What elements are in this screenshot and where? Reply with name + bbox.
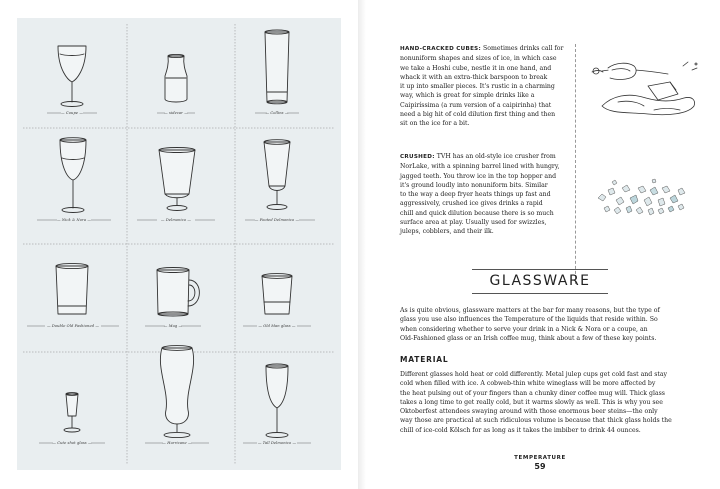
glass-caption: — Coupe —	[60, 111, 84, 115]
glass-caption: — sidecar —	[164, 111, 188, 115]
hand-cracking-ice-illustration	[588, 58, 700, 120]
cute-shot-glass-icon	[64, 393, 80, 432]
crushed-ice-illustration	[592, 176, 692, 220]
glass-caption: — Collins —	[265, 111, 289, 115]
coupe-glass-icon	[58, 46, 86, 107]
glass-caption: — Hurricane —	[162, 441, 192, 445]
hand-cracked-label: HAND-CRACKED CUBES:	[400, 46, 482, 52]
glass-caption: — Mug —	[163, 324, 183, 328]
crushed-ice-paragraph: CRUSHED: TVH has an old-style ice crusher from NorLake, with a spinning barrel lined with hungry, jagged teeth. You throw ice in the top hopper and it's ground loudly into nonuniform bits. Similar to the way a deep fryer heats things up fast and aggressively, crushed ice gives drinks a rapid chill and quick dilution because there is so much surface area at play. Usually used for swizzles, juleps, cobblers, and their ilk.	[400, 153, 560, 236]
mug-icon	[157, 268, 199, 317]
glass-caption: — Delmonico —	[160, 218, 192, 222]
footed-delmonico-glass-icon	[264, 140, 290, 210]
glassware-title-rule-top	[472, 269, 608, 270]
glassware-chart-panel	[17, 18, 341, 470]
delmonico-glass-icon	[159, 148, 195, 211]
tall-delmonico-glass-icon	[266, 364, 288, 438]
running-footer-section: TEMPERATURE	[514, 455, 566, 461]
double-old-fashioned-glass-icon	[56, 263, 88, 314]
glassware-intro-paragraph: As is quite obvious, glassware matters at the bar for many reasons, but the type of glass you use also influences the Temperature of the liquids that reside within. So when considering whether to serve your drink in a Nick & Nora or a coupe, an Old-Fashioned glass or an Irish coffee mug, think about a few of these key points.	[400, 307, 660, 342]
sidecar-glass-icon	[165, 54, 187, 102]
glassware-title-rule-bottom	[472, 293, 608, 294]
left-page	[0, 0, 358, 489]
hand-cracked-cubes-paragraph: HAND-CRACKED CUBES: Sometimes drinks call for nonuniform shapes and sizes of ice, in which case we take a Hoshi cube, nestle it in one hand, and whack it with an extra-thick barspoon to break it up into smaller pieces. It's rustic in a charming way, which is great for simple drinks like a Caipiríssima (a rum version of a caipirinha) that need a big hit of cold dilution first thing and then sit on the ice for a bit.	[400, 45, 564, 128]
glass-caption: — Tall Delmonico —	[257, 441, 297, 445]
crushed-label: CRUSHED:	[400, 154, 435, 160]
glass-caption: — Nick & Nora —	[56, 218, 92, 222]
nick-and-nora-glass-icon	[60, 138, 86, 213]
book-gutter	[358, 0, 366, 489]
material-paragraph: Different glasses hold heat or cold differently. Metal julep cups get cold fast and stay cold when filled with ice. A cobweb-thin white wineglass will be more affected by the heat pulsing out of your fingers than a chunky diner coffee mug will. Thick glass takes a long time to get really cold, but it warms slowly as well. This is why you see Oktoberfest attendees swaying around with those enormous beer steins—the only way those are practical at such ridiculous volume is because that thick glass holds the chill of ice-cold Kölsch for as long as it takes the imbiber to drink 44 ounces.	[400, 371, 672, 434]
glassware-section-title: GLASSWARE	[489, 273, 591, 289]
glass-caption: — Double Old Fashioned —	[46, 324, 100, 328]
hurricane-glass-icon	[160, 346, 193, 438]
right-page	[366, 0, 720, 489]
glass-caption: — Old Man glass —	[258, 324, 296, 328]
collins-glass-icon	[265, 30, 289, 104]
material-subheading: MATERIAL	[400, 355, 449, 364]
glassware-illustration-grid	[17, 18, 341, 470]
old-man-glass-icon	[262, 274, 292, 314]
page-number: 59	[534, 462, 546, 471]
glass-caption: — Cute shot glass —	[52, 441, 92, 445]
glass-caption: — Footed Delmonico —	[254, 218, 300, 222]
